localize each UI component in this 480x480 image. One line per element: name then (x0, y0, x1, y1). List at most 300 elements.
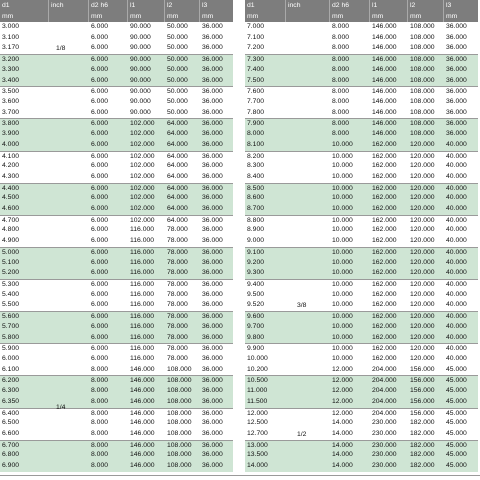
cell-d1: 3.300 (2, 65, 20, 73)
cell-d2: 10.000 (332, 269, 353, 277)
table-row (0, 450, 233, 461)
cell-d2: 6.000 (91, 76, 109, 84)
cell-l2: 120.000 (410, 162, 435, 170)
table-row (245, 290, 478, 301)
cell-d2: 8.000 (332, 33, 350, 41)
cell-d2: 6.000 (91, 313, 109, 321)
cell-l3: 36.000 (446, 33, 467, 41)
cell-l2: 78.000 (167, 258, 188, 266)
cell-l1: 102.000 (130, 130, 155, 138)
cell-d2: 10.000 (332, 248, 353, 256)
cell-l3: 36.000 (446, 23, 467, 30)
table-row (245, 161, 478, 172)
cell-l1: 204.000 (372, 377, 397, 385)
header-units-row (0, 11, 233, 22)
cell-l3: 36.000 (202, 355, 223, 362)
cell-l3: 40.000 (446, 248, 467, 256)
cell-d1: 9.700 (247, 322, 265, 330)
cell-l2: 108.000 (167, 419, 192, 427)
cell-l1: 102.000 (130, 194, 155, 202)
cell-d1: 3.500 (2, 88, 20, 96)
cell-l2: 156.000 (410, 365, 435, 373)
table-row (0, 215, 233, 226)
table-row (245, 129, 478, 140)
cell-l1: 146.000 (130, 387, 155, 395)
table-row (245, 418, 478, 429)
cell-l1: 102.000 (130, 120, 155, 128)
cell-l1: 116.000 (130, 290, 155, 298)
cell-l3: 36.000 (202, 258, 223, 266)
cell-l1: 146.000 (130, 419, 155, 427)
table-row (0, 140, 233, 151)
table-row (0, 236, 233, 247)
table-row (0, 461, 233, 472)
cell-l3: 36.000 (202, 76, 223, 84)
cell-d1: 7.900 (247, 120, 265, 128)
cell-l1: 204.000 (372, 365, 397, 373)
cell-l3: 36.000 (202, 313, 223, 321)
cell-l3: 36.000 (446, 97, 467, 105)
cell-l1: 146.000 (372, 76, 397, 84)
table-row (245, 108, 478, 119)
cell-l3: 36.000 (446, 88, 467, 96)
cell-d2: 8.000 (332, 65, 350, 73)
table-row (0, 375, 233, 386)
table-row (245, 54, 478, 65)
cell-l1: 90.000 (130, 23, 151, 30)
table-row (0, 97, 233, 108)
cell-d2: 6.000 (91, 355, 109, 362)
cell-l1: 204.000 (372, 387, 397, 395)
cell-d2: 6.000 (91, 88, 109, 96)
cell-l1: 146.000 (130, 451, 155, 459)
cell-d1: 7.300 (247, 56, 265, 64)
cell-d2: 6.000 (91, 108, 109, 116)
table-row (245, 450, 478, 461)
cell-l2: 78.000 (167, 226, 188, 234)
cell-d1: 5.500 (2, 301, 20, 309)
cell-d2: 6.000 (91, 184, 109, 192)
cell-l1: 146.000 (372, 120, 397, 128)
cell-l1: 162.000 (372, 322, 397, 330)
cell-d1: 6.000 (2, 355, 20, 362)
cell-l2: 78.000 (167, 345, 188, 353)
cell-l1: 146.000 (372, 56, 397, 64)
cell-l3: 36.000 (202, 333, 223, 341)
cell-l1: 146.000 (130, 441, 155, 449)
cell-d1: 12.700 (247, 429, 268, 437)
cell-l2: 120.000 (410, 152, 435, 160)
cell-d2: 10.000 (332, 355, 353, 362)
cell-d1: 10.200 (247, 365, 268, 373)
table-row (245, 365, 478, 376)
cell-d2: 6.000 (91, 172, 109, 180)
cell-l3: 36.000 (202, 301, 223, 309)
cell-l1: 230.000 (372, 419, 397, 427)
table-row (0, 311, 233, 322)
cell-l1: 90.000 (130, 56, 151, 64)
table-row (245, 172, 478, 183)
table-row (0, 193, 233, 204)
table-row (0, 33, 233, 44)
table-row (245, 43, 478, 54)
cell-d1: 4.000 (2, 140, 20, 148)
table-row (0, 65, 233, 76)
unit-d1: mm (2, 13, 14, 20)
cell-l1: 116.000 (130, 322, 155, 330)
cell-d2: 6.000 (91, 322, 109, 330)
cell-l2: 182.000 (410, 462, 435, 470)
cell-l3: 36.000 (202, 290, 223, 298)
table-row (0, 268, 233, 279)
cell-l3: 36.000 (202, 237, 223, 245)
header-l3: l3 (443, 0, 451, 11)
cell-d2: 10.000 (332, 172, 353, 180)
cell-l3: 36.000 (202, 462, 223, 470)
cell-d1: 12.000 (247, 409, 268, 417)
unit-inch (285, 11, 288, 22)
cell-l2: 120.000 (410, 205, 435, 213)
cell-d1: 4.600 (2, 205, 20, 213)
cell-d1: 7.500 (247, 76, 265, 84)
cell-l1: 146.000 (372, 130, 397, 138)
table-row (0, 408, 233, 419)
cell-d2: 10.000 (332, 301, 353, 309)
cell-l3: 36.000 (202, 419, 223, 427)
cell-d1: 8.200 (247, 152, 265, 160)
table-row (0, 183, 233, 194)
table-row (0, 151, 233, 162)
cell-d1: 5.400 (2, 290, 20, 298)
cell-d2: 8.000 (332, 76, 350, 84)
cell-d1: 6.500 (2, 419, 20, 427)
cell-l3: 36.000 (446, 56, 467, 64)
cell-l3: 36.000 (202, 108, 223, 116)
cell-l3: 45.000 (446, 409, 467, 417)
cell-l2: 120.000 (410, 140, 435, 148)
cell-l2: 108.000 (410, 76, 435, 84)
cell-d2: 6.000 (91, 301, 109, 309)
table-row (245, 140, 478, 151)
cell-d2: 14.000 (332, 429, 353, 437)
cell-d1: 11.500 (247, 397, 268, 405)
table-row (0, 386, 233, 397)
table-row (245, 204, 478, 215)
cell-d1: 3.100 (2, 33, 20, 41)
cell-d1: 9.200 (247, 258, 265, 266)
cell-l2: 108.000 (167, 429, 192, 437)
table-row (0, 129, 233, 140)
cell-l2: 78.000 (167, 237, 188, 245)
cell-l2: 64.000 (167, 184, 188, 192)
cell-d2: 6.000 (91, 269, 109, 277)
cell-l2: 50.000 (167, 108, 188, 116)
cell-l2: 108.000 (167, 397, 192, 405)
cell-l2: 182.000 (410, 419, 435, 427)
cell-l2: 120.000 (410, 237, 435, 245)
table-row (245, 193, 478, 204)
cell-l3: 36.000 (202, 140, 223, 148)
cell-d2: 10.000 (332, 216, 353, 224)
cell-d2: 6.000 (91, 23, 109, 30)
header-names-row (245, 0, 478, 11)
cell-l1: 116.000 (130, 281, 155, 289)
unit-l1: mm (127, 11, 141, 22)
table-row (245, 354, 478, 365)
header-l1: l1 (127, 0, 135, 11)
cell-d2: 14.000 (332, 419, 353, 427)
unit-inch (48, 11, 51, 22)
cell-l3: 36.000 (202, 226, 223, 234)
table-row (245, 429, 478, 440)
cell-l2: 50.000 (167, 33, 188, 41)
cell-l1: 162.000 (372, 355, 397, 362)
table-row (0, 365, 233, 376)
cell-d2: 8.000 (91, 397, 109, 405)
cell-d1: 4.100 (2, 152, 20, 160)
cell-l1: 146.000 (372, 33, 397, 41)
cell-l3: 36.000 (202, 205, 223, 213)
cell-l3: 36.000 (202, 33, 223, 41)
cell-l2: 108.000 (167, 377, 192, 385)
cell-l2: 64.000 (167, 152, 188, 160)
header-d1: d1 (2, 2, 10, 9)
table-row (245, 151, 478, 162)
cell-d2: 8.000 (91, 409, 109, 417)
cell-d1: 5.300 (2, 281, 20, 289)
cell-d1: 3.400 (2, 76, 20, 84)
cell-l2: 120.000 (410, 322, 435, 330)
table-row (0, 247, 233, 258)
cell-d2: 6.000 (91, 237, 109, 245)
cell-l2: 50.000 (167, 65, 188, 73)
cell-l1: 162.000 (372, 237, 397, 245)
cell-l2: 182.000 (410, 429, 435, 437)
table-row (245, 375, 478, 386)
table-row (0, 279, 233, 290)
cell-l2: 108.000 (410, 44, 435, 52)
cell-l1: 90.000 (130, 88, 151, 96)
cell-l3: 36.000 (202, 216, 223, 224)
cell-d2: 12.000 (332, 397, 353, 405)
cell-d1: 10.500 (247, 377, 268, 385)
cell-d2: 6.000 (91, 216, 109, 224)
cell-l2: 78.000 (167, 290, 188, 298)
table-row (245, 397, 478, 408)
cell-d1: 7.800 (247, 108, 265, 116)
cell-d2: 10.000 (332, 258, 353, 266)
cell-l1: 162.000 (372, 152, 397, 160)
cell-l2: 108.000 (410, 108, 435, 116)
cell-l2: 120.000 (410, 216, 435, 224)
cell-d1: 8.900 (247, 226, 265, 234)
cell-l2: 64.000 (167, 172, 188, 180)
cell-l2: 64.000 (167, 130, 188, 138)
cell-d2: 8.000 (332, 56, 350, 64)
table-row (245, 461, 478, 472)
cell-l1: 102.000 (130, 205, 155, 213)
cell-l1: 102.000 (130, 152, 155, 160)
table-row (0, 429, 233, 440)
cell-d2: 8.000 (91, 462, 109, 470)
cell-l3: 45.000 (446, 419, 467, 427)
inch-label: 1/4 (56, 404, 66, 412)
cell-l1: 90.000 (130, 97, 151, 105)
cell-d2: 6.000 (91, 33, 109, 41)
cell-l1: 90.000 (130, 76, 151, 84)
cell-d1: 5.900 (2, 345, 20, 353)
cell-d2: 10.000 (332, 205, 353, 213)
cell-d2: 8.000 (91, 441, 109, 449)
cell-l2: 120.000 (410, 281, 435, 289)
cell-l3: 45.000 (446, 387, 467, 395)
cell-l1: 162.000 (372, 248, 397, 256)
cell-l3: 36.000 (202, 387, 223, 395)
cell-l3: 36.000 (446, 130, 467, 138)
cell-d1: 6.800 (2, 451, 20, 459)
header-l2: l2 (407, 0, 415, 11)
cell-l1: 162.000 (372, 301, 397, 309)
table-row (245, 386, 478, 397)
cell-l3: 45.000 (446, 462, 467, 470)
cell-l2: 78.000 (167, 281, 188, 289)
cell-l1: 146.000 (372, 108, 397, 116)
inch-label: 1/2 (297, 430, 307, 438)
table-row (245, 322, 478, 333)
cell-l3: 45.000 (446, 451, 467, 459)
cell-l2: 120.000 (410, 226, 435, 234)
cell-l3: 36.000 (202, 377, 223, 385)
cell-l1: 90.000 (130, 44, 151, 52)
cell-l3: 45.000 (446, 377, 467, 385)
cell-l2: 78.000 (167, 333, 188, 341)
cell-d1: 5.700 (2, 322, 20, 330)
cell-d1: 4.400 (2, 184, 20, 192)
cell-l3: 36.000 (446, 108, 467, 116)
cell-l2: 78.000 (167, 301, 188, 309)
cell-l3: 36.000 (202, 152, 223, 160)
cell-d2: 8.000 (332, 108, 350, 116)
cell-d2: 6.000 (91, 56, 109, 64)
cell-d1: 8.700 (247, 205, 265, 213)
cell-l2: 78.000 (167, 322, 188, 330)
cell-d1: 4.300 (2, 172, 20, 180)
table-row (0, 172, 233, 183)
cell-l3: 40.000 (446, 172, 467, 180)
cell-l1: 116.000 (130, 258, 155, 266)
cell-l2: 50.000 (167, 56, 188, 64)
table-row (0, 290, 233, 301)
cell-l3: 45.000 (446, 441, 467, 449)
table-row (245, 343, 478, 354)
cell-l2: 182.000 (410, 441, 435, 449)
cell-d1: 9.600 (247, 313, 265, 321)
header-l2: l2 (164, 0, 172, 11)
cell-l2: 156.000 (410, 387, 435, 395)
cell-d1: 9.400 (247, 281, 265, 289)
cell-d1: 5.100 (2, 258, 20, 266)
cell-d1: 3.600 (2, 97, 20, 105)
cell-l2: 78.000 (167, 269, 188, 277)
cell-d1: 7.200 (247, 44, 265, 52)
cell-d1: 5.800 (2, 333, 20, 341)
table-row (245, 86, 478, 97)
cell-d1: 3.000 (2, 23, 20, 30)
cell-l2: 78.000 (167, 355, 188, 362)
cell-d2: 14.000 (332, 441, 353, 449)
cell-l3: 36.000 (202, 194, 223, 202)
cell-d2: 10.000 (332, 345, 353, 353)
cell-l1: 162.000 (372, 281, 397, 289)
cell-d2: 14.000 (332, 451, 353, 459)
table-row (245, 247, 478, 258)
cell-l2: 120.000 (410, 248, 435, 256)
table-row (0, 397, 233, 408)
cell-l2: 120.000 (410, 290, 435, 298)
table-row (0, 333, 233, 344)
cell-d2: 6.000 (91, 248, 109, 256)
cell-d1: 11.000 (247, 387, 268, 395)
table-row (245, 183, 478, 194)
cell-d1: 6.900 (2, 462, 20, 470)
cell-d2: 10.000 (332, 226, 353, 234)
cell-d2: 6.000 (91, 258, 109, 266)
table-row (245, 22, 478, 33)
cell-d1: 3.170 (2, 44, 20, 52)
cell-l1: 162.000 (372, 216, 397, 224)
cell-l2: 120.000 (410, 301, 435, 309)
cell-l2: 120.000 (410, 313, 435, 321)
cell-l3: 40.000 (446, 281, 467, 289)
cell-l1: 116.000 (130, 237, 155, 245)
cell-l2: 64.000 (167, 216, 188, 224)
cell-d1: 3.800 (2, 120, 20, 128)
cell-d2: 8.000 (332, 120, 350, 128)
cell-d2: 12.000 (332, 365, 353, 373)
cell-d1: 12.500 (247, 419, 268, 427)
cell-l3: 36.000 (202, 451, 223, 459)
cell-l3: 40.000 (446, 237, 467, 245)
cell-d1: 9.300 (247, 269, 265, 277)
cell-d1: 8.500 (247, 184, 265, 192)
cell-l2: 78.000 (167, 248, 188, 256)
cell-l1: 146.000 (130, 365, 155, 373)
cell-d2: 10.000 (332, 194, 353, 202)
cell-l2: 108.000 (410, 23, 435, 30)
cell-l3: 45.000 (446, 397, 467, 405)
cell-l2: 108.000 (410, 33, 435, 41)
cell-l2: 50.000 (167, 88, 188, 96)
cell-d2: 8.000 (91, 365, 109, 373)
unit-l1: mm (369, 11, 383, 22)
cell-l2: 120.000 (410, 333, 435, 341)
table-row (245, 65, 478, 76)
cell-d1: 14.000 (247, 462, 268, 470)
cell-l1: 162.000 (372, 162, 397, 170)
cell-d2: 6.000 (91, 290, 109, 298)
cell-d2: 6.000 (91, 226, 109, 234)
cell-l2: 108.000 (410, 65, 435, 73)
cell-l3: 36.000 (202, 269, 223, 277)
cell-l1: 230.000 (372, 462, 397, 470)
cell-d1: 7.400 (247, 65, 265, 73)
cell-l2: 108.000 (167, 441, 192, 449)
cell-l2: 108.000 (167, 409, 192, 417)
cell-d1: 3.200 (2, 56, 20, 64)
cell-l1: 146.000 (130, 377, 155, 385)
cell-d2: 8.000 (91, 387, 109, 395)
table-row (245, 236, 478, 247)
